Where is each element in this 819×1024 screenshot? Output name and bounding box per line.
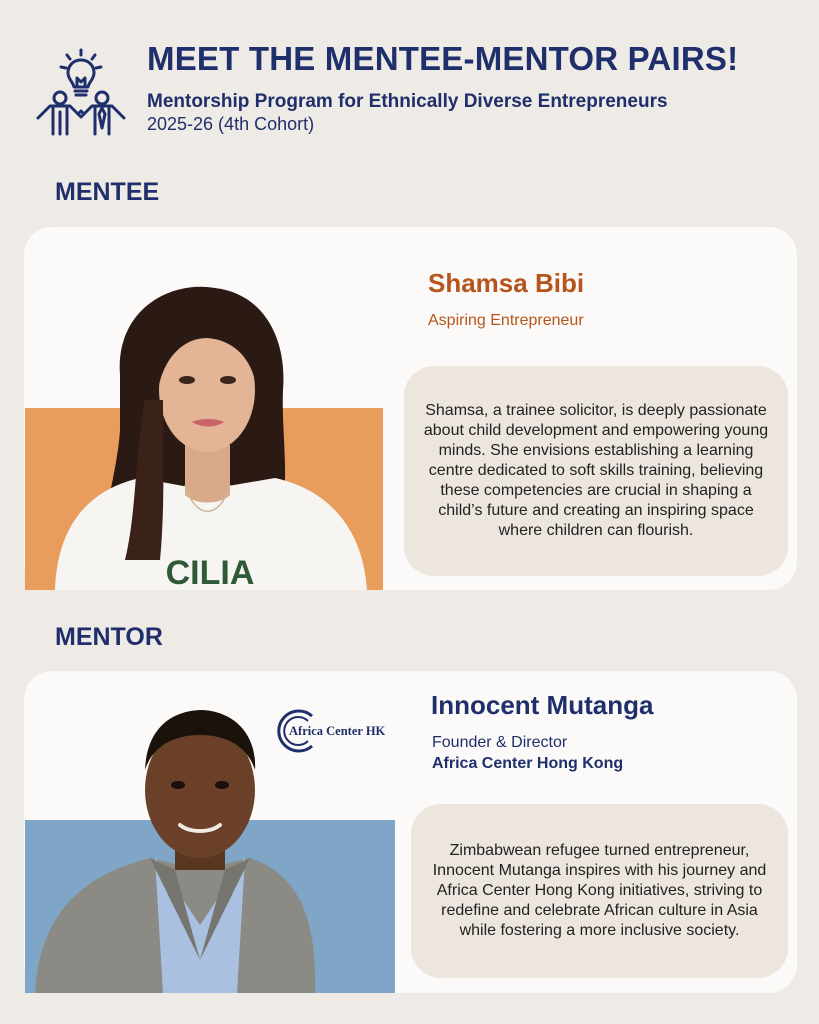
mentee-name: Shamsa Bibi <box>428 268 585 298</box>
cohort-label: 2025-26 (4th Cohort) <box>147 114 315 134</box>
mentee-role: Aspiring Entrepreneur <box>428 312 584 329</box>
mentor-organization: Africa Center Hong Kong <box>432 755 624 772</box>
mentee-bio-text: Shamsa, a trainee solicitor, is deeply passionate about child development and empowering young minds. She envisions establishing a learning centre dedicated to soft skills training, believing these competencies are crucial in shaping a child’s future and creating an inspiring space where children can flourish. <box>423 402 769 539</box>
mentee-section-label: MENTEE <box>55 178 160 206</box>
lightbulb-people-icon <box>34 48 128 138</box>
mentor-section-label: MENTOR <box>55 623 163 651</box>
mentee-shirt-text: CILIA <box>165 554 255 590</box>
mentor-bio-box <box>411 804 788 978</box>
mentee-photo <box>25 280 383 590</box>
program-subtitle: Mentorship Program for Ethnically Diverse Entrepreneurs <box>147 91 668 112</box>
mentee-bio-box <box>404 366 788 576</box>
africa-center-logo-text: Africa Center HK <box>289 724 386 738</box>
page-title: MEET THE MENTEE-MENTOR PAIRS! <box>147 40 739 77</box>
mentor-name: Innocent Mutanga <box>431 690 654 720</box>
mentor-bio-text: Zimbabwean refugee turned entrepreneur, Innocent Mutanga inspires with his journey and Africa Center Hong Kong initiatives, striving to redefine and celebrate African culture in Asia while fostering a more inclusive society. <box>432 842 767 939</box>
mentor-role: Founder & Director <box>432 734 568 751</box>
